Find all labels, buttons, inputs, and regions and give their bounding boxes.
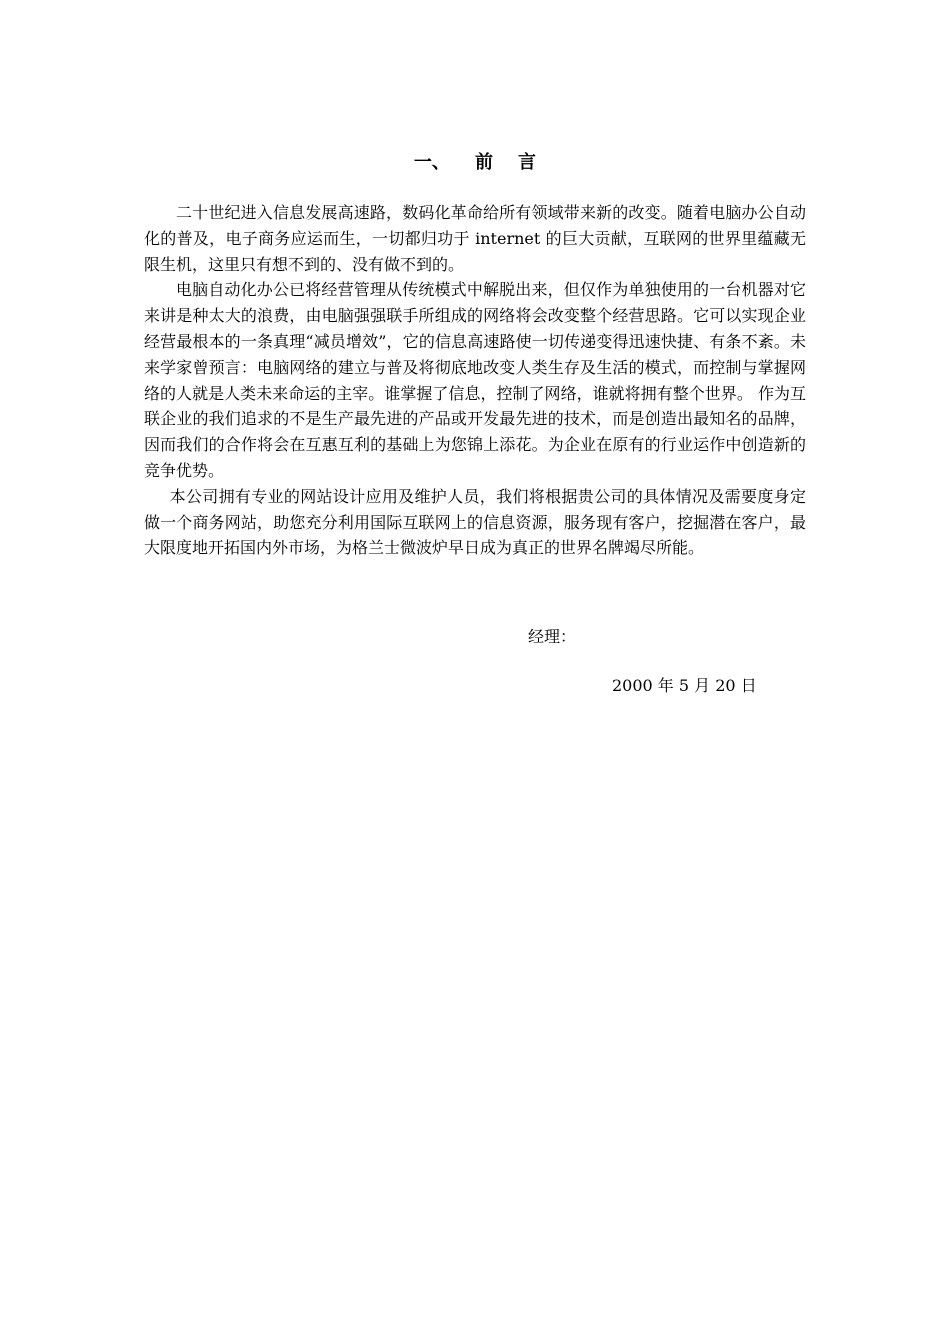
signature-label: 经理： bbox=[528, 627, 577, 646]
paragraph-1: 二十世纪进入信息发展高速路，数码化革命给所有领域带来新的改变。随着电脑办公自动化的普及，电子商务应运而生，一切都归功于 internet 的巨大贡献，互联网的世界里蕴藏无限生机，这里只有想不到的、没有做不到的。 bbox=[144, 203, 806, 274]
document-date: 2000 年 5 月 20 日 bbox=[612, 676, 757, 695]
section-heading: 一、 前 言 bbox=[413, 152, 537, 173]
body-text bbox=[144, 200, 806, 561]
paragraph-2: 电脑自动化办公已将经营管理从传统模式中解脱出来，但仅作为单独使用的一台机器对它来讲是种太大的浪费，由电脑强强联手所组成的网络将会改变整个经营思路。它可以实现企业经营最根本的一条真理“减员增效”，它的信息高速路使一切传递变得迅速快捷、有条不紊。未来学家曾预言：电脑网络的建立与普及将彻底地改变人类生存及生活的模式，而控制与掌握网络的人就是人类未来命运的主宰。谁掌握了信息，控制了网络，谁就将拥有整个世界。 作为互联企业的我们追求的不是生产最先进的产品或开发最先进的技术，而是创造出最知名的品牌，因而我们的合作将会在互惠互利的基础上为您锦上添花。为企业在原有的行业运作中创造新的竞争优势。 bbox=[144, 280, 806, 480]
paragraph-3: 本公司拥有专业的网站设计应用及维护人员，我们将根据贵公司的具体情况及需要度身定做一个商务网站，助您充分利用国际互联网上的信息资源，服务现有客户，挖掘潜在客户，最大限度地开拓国内外市场，为格兰士微波炉早日成为真正的世界名牌竭尽所能。 bbox=[144, 486, 806, 558]
